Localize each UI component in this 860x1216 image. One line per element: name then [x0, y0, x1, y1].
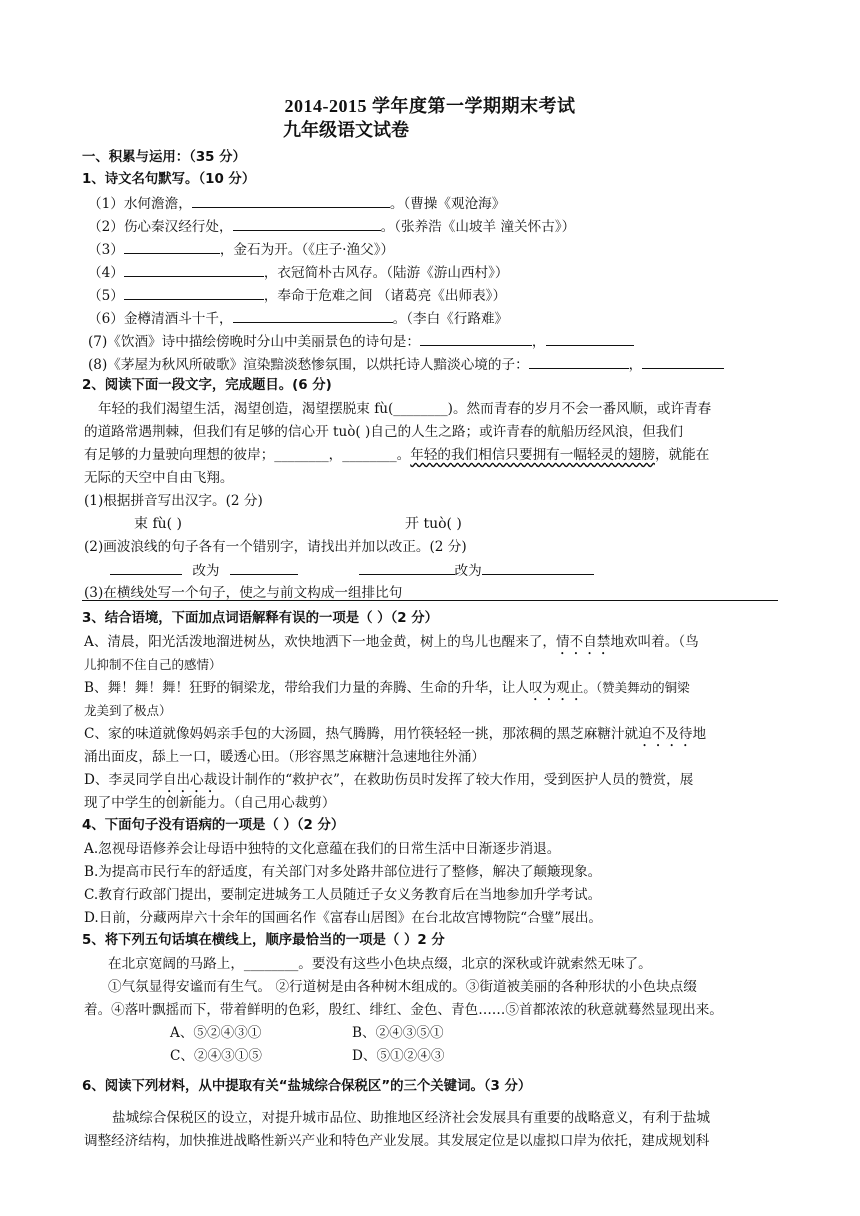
q5-prompt: 在北京宽阔的马路上，________。要没有这些小色块点缀，北京的深秋或许就索然无味了。	[108, 956, 652, 972]
q2-para-line-3-c: ，就能在	[654, 447, 710, 463]
q3-option-d-tail: 设计制作的“救护衣”，在救助伤员时发挥了较大作用，受到医护人员的赞赏，展	[217, 772, 694, 788]
q2-sub-3: (3)在横线处写一个句子，使之与前文构成一组排比句	[84, 585, 403, 601]
answer-blank[interactable]	[642, 354, 724, 369]
q2-wavy-sentence: 年轻的我们相信只要拥有一幅轻灵的翅膀	[410, 447, 655, 463]
q3-heading: 3、结合语境，下面加点词语解释有误的一项是（ ）（2 分）	[82, 611, 439, 626]
q1-line-7-comma: ，	[531, 334, 546, 350]
answer-blank[interactable]	[359, 560, 455, 575]
q1-line-5-num: （5）	[88, 288, 124, 304]
q1-line-4	[88, 262, 509, 283]
answer-line[interactable]	[82, 600, 778, 601]
q3-option-d-text: D、李灵同学	[84, 772, 163, 788]
q1-line-8-text: (8)《茅屋为秋风所破歌》渲染黯淡愁惨氛围，以烘托诗人黯淡心境的子：	[88, 357, 529, 373]
q5-option-c: C、②④③①⑤	[170, 1048, 262, 1064]
q2-para-line-1: 年轻的我们渴望生活，渴望创造，渴望摆脱束 fù(________)。然而青春的岁月不会一番风顺，或许青春	[98, 401, 712, 417]
q2-para-line-2: 的道路常遇荆棘，但我们有足够的信心开 tuò( )自己的人生之路；或许青春的航船历经风浪，但我们	[84, 424, 683, 440]
answer-blank[interactable]	[124, 239, 220, 254]
q5-sentences-line-1: ①气氛显得安谧而有生气。 ②行道树是由各种树木组成的。③街道被美丽的各种形状的小色块点缀	[108, 979, 697, 995]
q3-option-d-line-2: 现了中学生的创新能力。（自己用心裁剪）	[84, 795, 336, 811]
q2-para-line-3-a: 有足够的力量驶向理想的彼岸；________，________。	[84, 447, 411, 463]
q1-line-7-text: (7)《饮酒》诗中描绘傍晚时分山中美丽景色的诗句是：	[88, 334, 420, 350]
q3-option-b-note: 。（赞美舞动的铜梁	[583, 680, 690, 695]
q1-line-1-source: 。（曹操《观沧海》	[389, 196, 506, 212]
q1-line-3	[88, 239, 394, 260]
q5-option-a: A、⑤②④③①	[170, 1025, 262, 1041]
answer-blank[interactable]	[482, 560, 594, 575]
answer-blank[interactable]	[124, 262, 264, 277]
q1-line-1-text: （1）水何澹澹，	[88, 196, 192, 212]
q2-sub-2-answers	[110, 560, 594, 581]
q6-para-line-1: 盐城综合保税区的设立，对提升城市品位、助推地区经济社会发展具有重要的战略意义，有利于盐城	[112, 1110, 711, 1126]
q1-line-7	[88, 331, 634, 352]
q2-sub-1: (1)根据拼音写出汉字。(2 分)	[84, 493, 263, 509]
answer-blank[interactable]	[546, 331, 634, 346]
q1-line-5	[88, 285, 506, 306]
q5-option-d: D、⑤①②④③	[352, 1048, 445, 1064]
q1-heading: 1、诗文名句默写。（10 分）	[82, 172, 256, 187]
q1-line-6	[88, 308, 508, 329]
q3-option-a-line-2: 儿抑制不住自己的感情）	[84, 657, 222, 672]
answer-blank[interactable]	[230, 560, 298, 575]
answer-blank[interactable]	[124, 285, 264, 300]
answer-blank[interactable]	[233, 216, 381, 231]
q1-line-8	[88, 354, 724, 375]
q4-heading: 4、下面句子没有语病的一项是（ ）（2 分）	[82, 818, 345, 833]
q1-line-2-source: 。（张养浩《山坡羊 潼关怀古》）	[380, 219, 576, 235]
q4-option-c: C.教育行政部门提出，要制定进城务工人员随迁子女义务教育后在当地参加升学考试。	[84, 887, 602, 903]
answer-blank[interactable]	[529, 354, 629, 369]
q2-change-label: 改为	[454, 563, 482, 579]
q6-para-line-2: 调整经济结构，加快推进战略性新兴产业和特色产业发展。其发展定位是以虚拟口岸为依托，建成规划科	[84, 1133, 710, 1149]
q3-option-a-note: 地欢叫着。（鸟	[610, 634, 699, 650]
q3-dotted-word: 情不自禁	[556, 634, 611, 650]
q3-option-c-text: C、家的味道就像妈妈亲手包的大汤圆，热气腾腾，用竹筷轻轻一挑，那浓稠的黑芝麻糖汁就	[84, 726, 639, 742]
q5-heading: 5、将下列五句话填在横线上，顺序最恰当的一项是（ ）2 分	[82, 933, 445, 948]
exam-subtitle: 九年级语文试卷	[283, 120, 409, 141]
q5-option-b: B、②④③⑤①	[352, 1025, 444, 1041]
q1-line-2	[88, 216, 575, 237]
q6-heading: 6、阅读下列材料，从中提取有关“盐城综合保税区”的三个关键词。（3 分）	[82, 1079, 532, 1094]
q1-line-3-num: （3）	[88, 242, 124, 258]
q3-option-c-line-2: 涌出面皮，舔上一口，暖透心田。（形容黑芝麻糖汁急速地往外涌）	[84, 749, 486, 765]
q2-sub-2: (2)画波浪线的句子各有一个错别字，请找出并加以改正。(2 分)	[84, 539, 467, 555]
q3-option-a-text: A、清晨，阳光活泼地溜进树丛，欢快地洒下一地金黄，树上的鸟儿也醒来了，	[84, 634, 557, 650]
answer-blank[interactable]	[420, 331, 532, 346]
q1-line-3-text: ，金石为开。（《庄子·渔父》）	[219, 242, 395, 258]
q2-heading: 2、阅读下面一段文字，完成题目。(6 分)	[82, 378, 332, 393]
q1-line-4-text: ，衣冠简朴古风存。（陆游《游山西村》）	[263, 265, 509, 281]
q3-option-c-tail: 地	[692, 726, 707, 742]
answer-blank[interactable]	[110, 560, 182, 575]
q3-dotted-word: 叹为观止	[529, 680, 584, 696]
q1-line-1	[88, 193, 505, 214]
q4-option-b: B.为提高市民行车的舒适度，有关部门对多处路井部位进行了整修，解决了颠簸现象。	[84, 864, 602, 880]
q2-para-line-4: 无际的天空中自由飞翔。	[84, 470, 234, 486]
q3-dotted-word: 迫不及待	[638, 726, 693, 742]
q2-sub-1-b: 开 tuò( )	[405, 516, 462, 532]
q4-option-d: D.日前，分藏两岸六十余年的国画名作《富春山居图》在台北故宫博物院“合璧”展出。	[84, 910, 603, 926]
exam-title: 2014-2015 学年度第一学期期末考试	[284, 96, 576, 116]
answer-blank[interactable]	[233, 308, 393, 323]
q3-option-b-line-1	[84, 678, 690, 704]
q4-option-a: A.忽视母语修养会让母语中独特的文化意蕴在我们的日常生活中日渐逐步消退。	[84, 841, 561, 857]
q1-line-4-num: （4）	[88, 265, 124, 281]
q5-sentences-line-2: 着。④落叶飘摇而下，带着鲜明的色彩，殷红、绯红、金色、青色……⑤首都浓浓的秋意就蓦然显现出来。	[84, 1002, 723, 1018]
q1-line-2-text: （2）伤心秦汉经行处，	[88, 219, 233, 235]
q1-line-6-text: （6）金樽清酒斗十千，	[88, 311, 233, 327]
q2-sub-1-a: 束 fù( )	[134, 516, 183, 532]
q3-dotted-word: 自出心裁	[162, 772, 218, 788]
section-heading: 一、积累与运用：（35 分）	[82, 150, 246, 165]
answer-blank[interactable]	[192, 193, 390, 208]
q1-line-6-source: 。（李白《行路难》	[392, 311, 509, 327]
q1-line-5-text: ，奉命于危难之间 （诸葛亮《出师表》）	[263, 288, 507, 304]
q2-change-label: 改为	[192, 563, 220, 579]
q1-line-8-comma: ，	[628, 357, 643, 373]
q3-option-b-text: B、舞！舞！舞！狂野的铜梁龙，带给我们力量的奔腾、生命的升华，让人	[84, 680, 529, 696]
q3-option-b-line-2: 龙美到了极点）	[84, 703, 172, 718]
q2-para-line-3	[84, 445, 709, 465]
